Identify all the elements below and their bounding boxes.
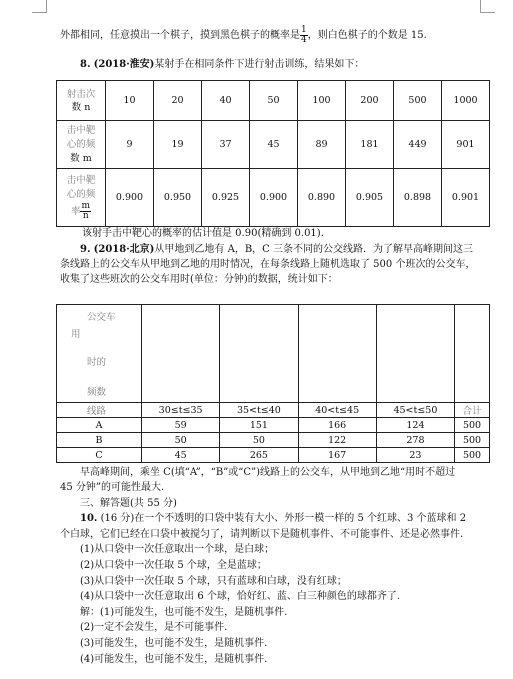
table-cell: 1000 [442,81,490,121]
row-header-text: 心的频 [66,189,96,200]
table-row [57,121,490,169]
row-header [57,121,106,169]
table-cell: 59 [142,418,220,433]
table-cell: 0.898 [394,169,442,227]
table-cell: 50 [250,81,298,121]
column-header: 合计 [455,403,490,418]
table-cell: 449 [394,121,442,169]
table-row [57,305,490,403]
table-cell: 122 [298,433,376,448]
q8-answer: 该射手击中靶心的概率的估计值是 0.90(精确到 0.01). [82,228,324,239]
table-cell: 265 [220,448,298,463]
table-cell [455,305,490,403]
fraction [80,202,91,221]
row-header-text: 击中靶 [66,124,96,136]
table-cell: 901 [442,121,490,169]
row-label: C [57,448,142,463]
column-header: 40<t≤45 [298,403,376,418]
row-header [57,81,106,121]
page-corner-mark-right [480,0,495,13]
question-10-item: (1)从口袋中一次任意取出一个球，是白球； [80,544,275,555]
table-cell: 500 [455,448,490,463]
header-text: 用 [71,329,81,340]
table-cell: 500 [394,81,442,121]
table-row [57,81,490,121]
answer-line: (4)可能发生，也可能不发生，是随机事件. [80,654,268,665]
table-cell: 278 [376,433,454,448]
bus-time-table [56,304,490,463]
table-cell: 0.901 [442,169,490,227]
question-9-line1 [80,243,473,256]
answer-line: (2)一定不会发生，是不可能事件. [80,622,228,633]
table-cell [220,305,298,403]
table-cell: 0.950 [154,169,202,227]
table-cell: 20 [154,81,202,121]
row-header-text: 率 [70,206,81,217]
table-cell [298,305,376,403]
q9-answer-line2: 45 分钟”的可能性最大. [60,482,165,493]
table-cell: 0.890 [298,169,346,227]
corner-header-cell [57,305,142,403]
table-cell: 10 [106,81,154,121]
q9-answer-line1: 早高峰期间，乘坐 C(填“A”，“B”或“C”)线路上的公交车，从甲地到乙地“用时不超过 [80,467,456,478]
header-text: 频数 [87,387,107,398]
table-cell: 0.925 [202,169,250,227]
fraction-numerator: 1 [301,25,307,35]
question-text: (16 分)在一个不透明的口袋中装有大小、外形一模一样的 5 个红球、3 个蓝球和 2 [100,513,467,524]
question-text: 某射手在相同条件下进行射击训练，结果如下： [154,59,365,70]
text-span: ，则白色棋子的个数是 15. [307,30,427,41]
table-cell: 0.900 [106,169,154,227]
table-cell [376,305,454,403]
question-10-item: (2)从口袋中一次任取 5 个球，全是蓝球； [80,560,267,571]
paragraph-line [60,26,427,45]
question-number: 8. [80,59,91,70]
header-text: 线路 [57,403,142,418]
table-cell: 167 [298,448,376,463]
table-cell: 124 [376,418,454,433]
table-cell [142,305,220,403]
answer-line: 解：(1)可能发生，也可能不发生，是随机事件. [80,607,288,618]
column-header: 45<t≤50 [376,403,454,418]
text-span: 外都相同，任意摸出一个棋子，摸到黑色棋子的概率是 [60,30,300,41]
table-cell: 9 [106,121,154,169]
row-header-text: 数 m [70,152,92,164]
row-header-text: 数 n [71,101,91,113]
header-text: 公交车 [87,312,116,323]
question-10-line1 [80,512,466,525]
section-heading: 三、解答题(共 55 分) [80,498,177,509]
table-cell: 0.905 [346,169,394,227]
column-header: 30≤t≤35 [142,403,220,418]
table-cell: 37 [202,121,250,169]
column-header: 35<t≤40 [220,403,298,418]
table-cell: 181 [346,121,394,169]
table-row [57,433,490,448]
row-label: A [57,418,142,433]
table-cell: 100 [298,81,346,121]
question-9-line2: 条线路上的公交车从甲地到乙地的用时情况，在每条线路上随机选取了 500 个班次的公交车， [60,259,476,270]
question-10-line2: 个白球，它们已经在口袋中被搅匀了，请判断以下是随机事件、不可能事件、还是必然事件. [60,529,464,540]
table-cell: 19 [154,121,202,169]
answer-line: (3)可能发生，也可能不发生，是随机事件. [80,638,268,649]
table-cell: 151 [220,418,298,433]
table-cell: 45 [142,448,220,463]
table-row [57,169,490,227]
fraction-denominator: 4 [301,35,307,45]
table-row [57,418,490,433]
header-text: 时的 [87,357,107,368]
table-row [57,403,490,418]
table-cell: 166 [298,418,376,433]
question-source: (2018·淮安) [93,59,155,70]
row-label: B [57,433,142,448]
question-10-item: (4)从口袋中一次任意取出 6 个球，恰好红、蓝、白三种颜色的球都齐了. [80,591,401,602]
question-number: 9. [80,244,91,255]
fraction-numerator: m [81,201,91,211]
table-cell: 50 [220,433,298,448]
question-source: (2018·北京) [93,244,155,255]
table-cell: 50 [142,433,220,448]
table-cell: 23 [376,448,454,463]
row-header-text: 击中靶 [66,175,96,186]
question-10-item: (3)从口袋中一次任取 5 个球，只有蓝球和白球，没有红球； [80,576,347,587]
row-header [57,169,106,227]
table-cell: 500 [455,418,490,433]
row-header-text: 射击次 [66,88,96,100]
question-8 [80,58,364,71]
question-9-line3: 收集了这些班次的公交车用时(单位：分钟)的数据，统计如下： [60,274,338,285]
table-cell: 0.900 [250,169,298,227]
page-corner-mark-left [32,0,47,13]
table-cell: 45 [250,121,298,169]
table-row [57,448,490,463]
question-text: 从甲地到乙地有 A，B，C 三条不同的公交线路．为了解早高峰期间这三 [154,244,474,255]
fraction [300,26,308,45]
question-number: 10. [80,513,98,524]
table-cell: 500 [455,433,490,448]
table-cell: 89 [298,121,346,169]
table-cell: 200 [346,81,394,121]
row-header-text: 心的频 [66,138,96,150]
table-cell: 40 [202,81,250,121]
fraction-denominator: n [82,211,89,221]
shooting-table [56,80,490,227]
